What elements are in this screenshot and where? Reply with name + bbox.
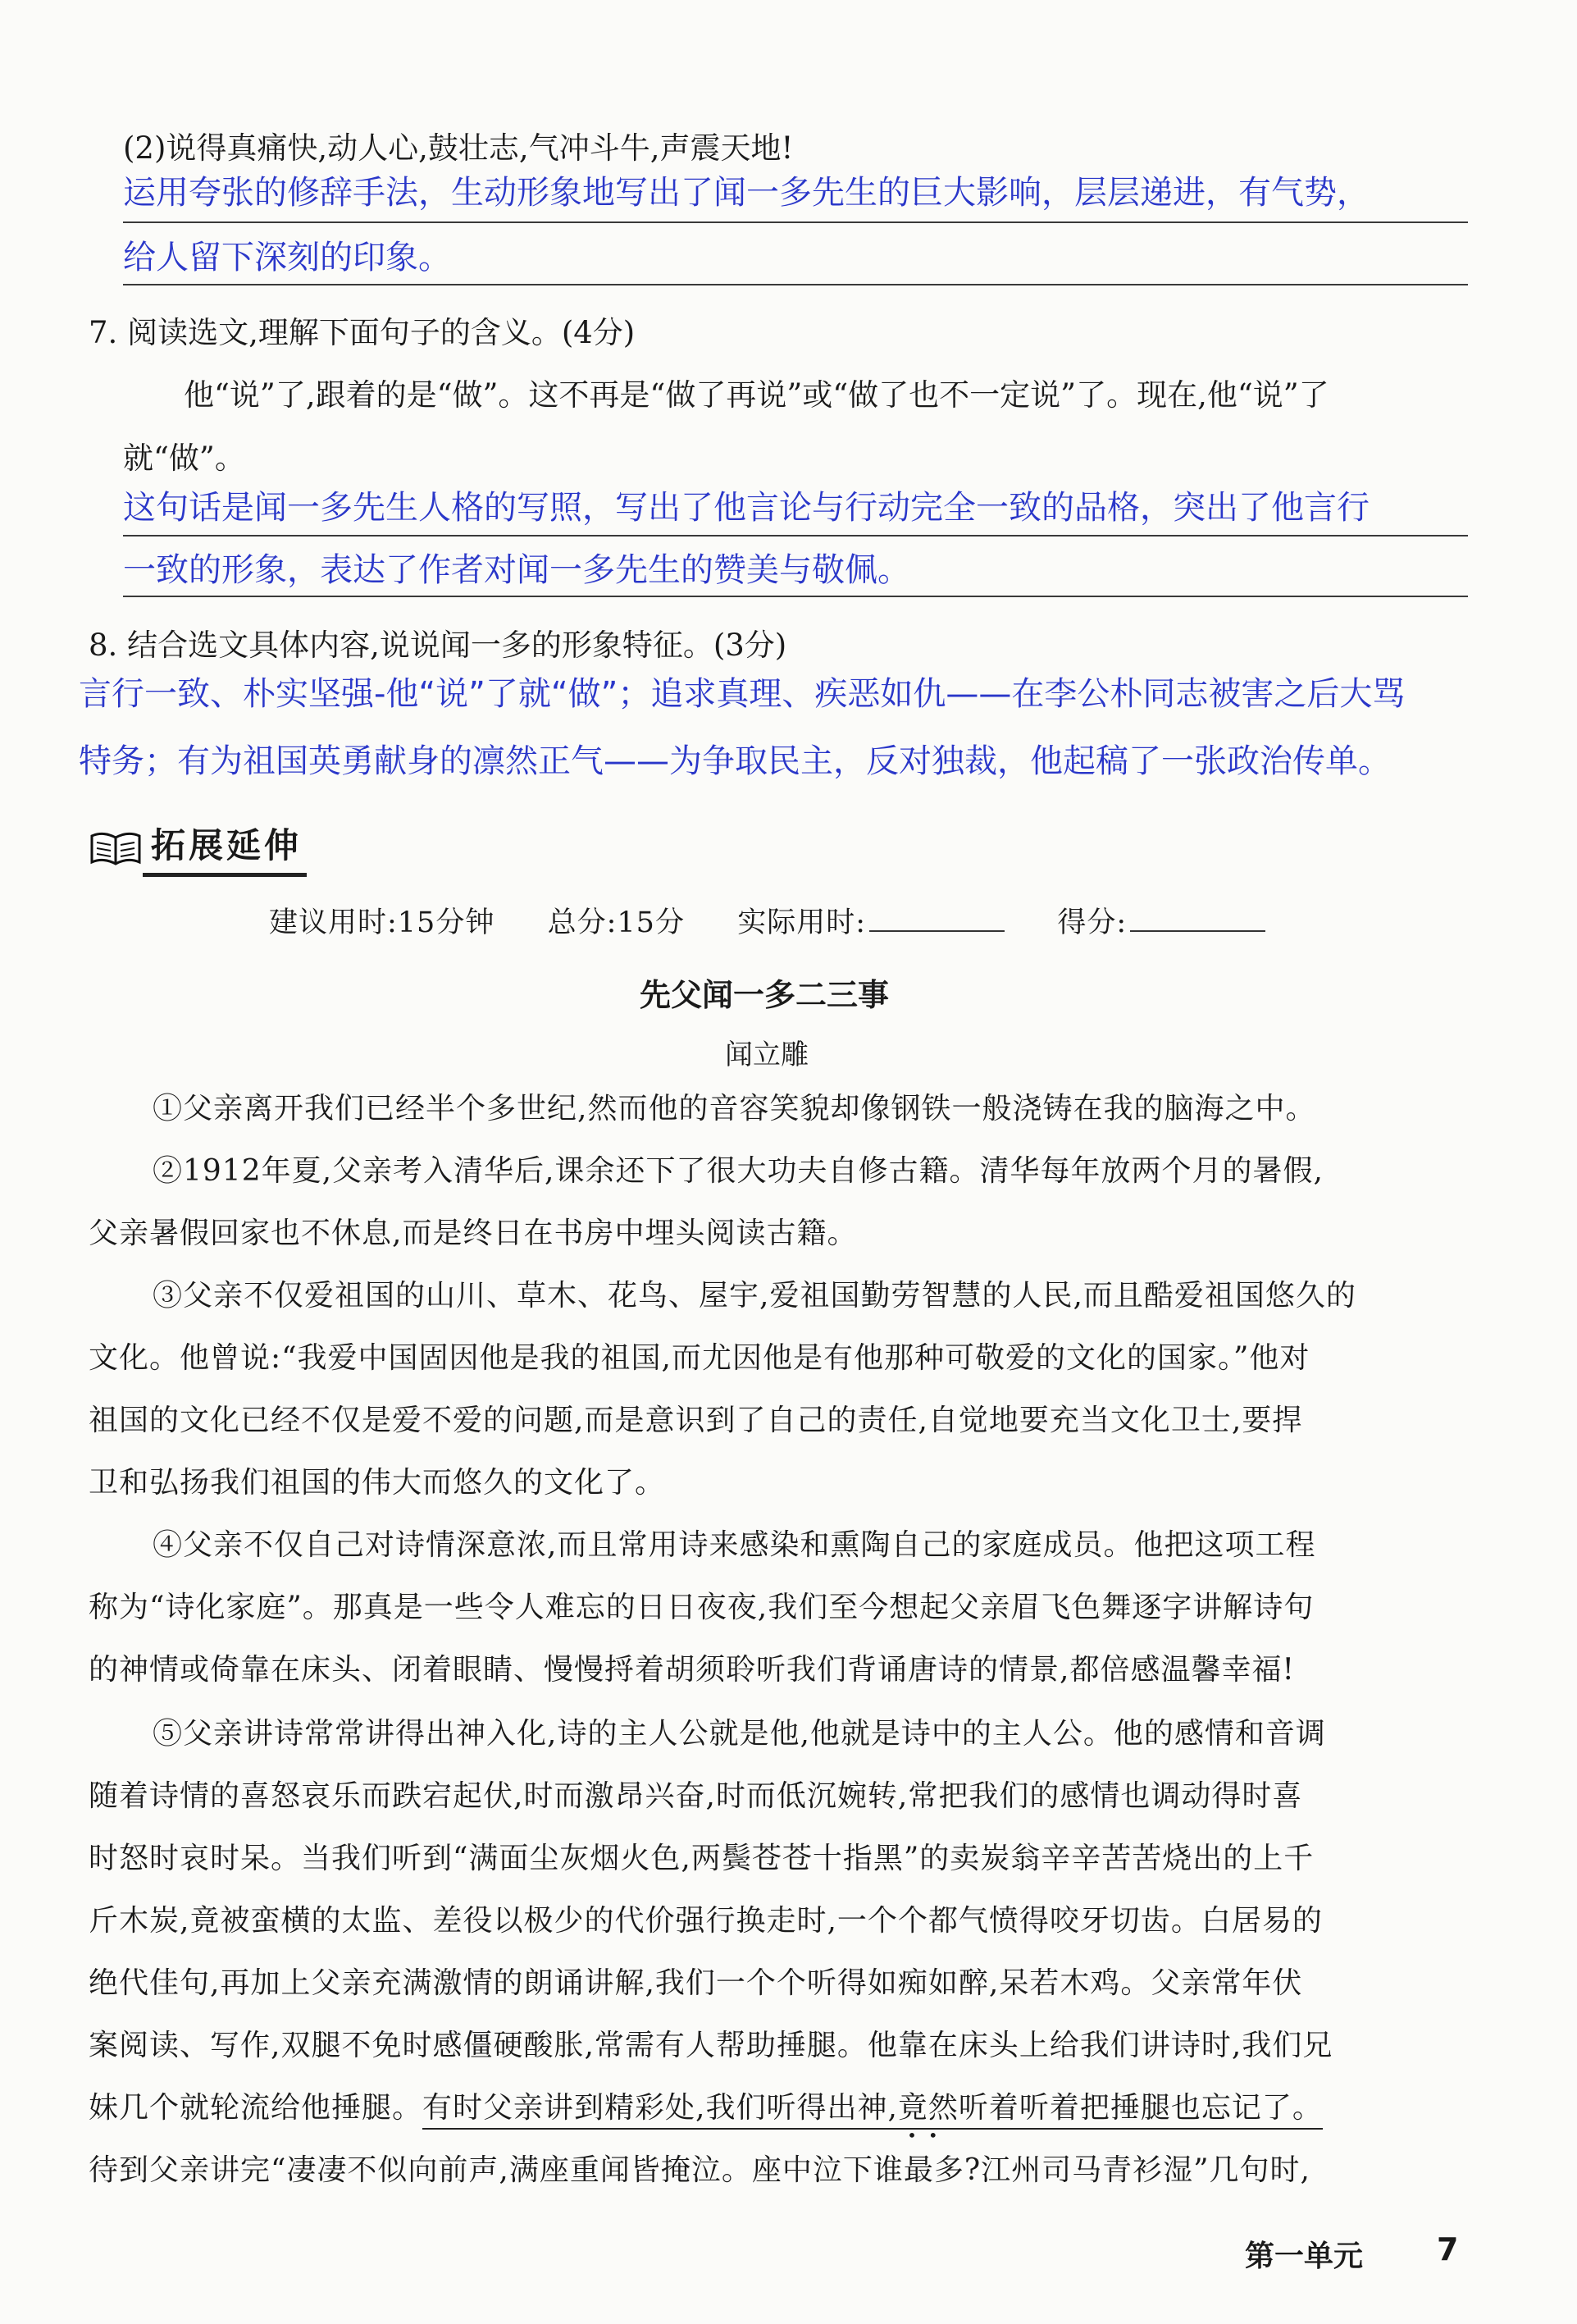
paragraph-line: 的神情或倚靠在床头、闭着眼睛、慢慢捋着胡须聆听我们背诵唐诗的情景,都倍感温馨幸福! [89,1653,1295,1687]
paragraph-line: 称为“诗化家庭”。那真是一些令人难忘的日日夜夜,我们至今想起父亲眉飞色舞逐字讲解诗句 [89,1591,1315,1624]
page-number: 7 [1437,2231,1459,2267]
q6-2-answer-line2: 给人留下深刻的印象。 [123,239,451,276]
paragraph-line: 随着诗情的喜怒哀乐而跌宕起伏,时而激昂兴奋,时而低沉婉转,常把我们的感情也调动得时喜 [89,1779,1303,1813]
emphasis-dots: •• [907,2125,950,2145]
underlined-part-a: 有时父亲讲到精彩处,我们听得出神, [422,2091,898,2125]
paragraph-line: 案阅读、写作,双腿不免时感僵硬酸胀,常需有人帮助捶腿。他靠在床头上给我们讲诗时,我们兄 [89,2029,1333,2062]
answer-rule [123,535,1468,536]
q8-answer-line2: 特务；有为祖国英勇献身的凛然正气——为争取民主，反对独裁，他起稿了一张政治传单。 [79,742,1391,780]
paragraph-line: 待到父亲讲完“凄凄不似向前声,满座重闻皆掩泣。座中泣下谁最多?江州司马青衫湿”几句时, [89,2153,1310,2187]
actual-time-label: 实际用时: [737,906,867,939]
paragraph-line: 绝代佳句,再加上父亲充满激情的朗诵讲解,我们一个个听得如痴如醉,呆若木鸡。父亲常年伏 [89,1966,1303,2000]
answer-rule [123,221,1468,223]
q7-quote-line2: 就“做”。 [123,441,245,476]
footer-unit: 第一单元 [1245,2240,1364,2273]
dotted-word: 竟然 [897,2091,959,2125]
suggested-time: 建议用时:15分钟 [269,906,495,939]
section-title: 拓展延伸 [143,819,307,877]
answer-rule [123,596,1468,597]
q8-title: 8. 结合选文具体内容,说说闻一多的形象特征。(3分) [89,628,787,663]
dotted-emphasis [897,2091,959,2145]
underlined-part-b: 听着听着把捶腿也忘记了。 [958,2091,1323,2125]
q7-answer-line2: 一致的形象，表达了作者对闻一多先生的赞美与敬佩。 [123,551,910,589]
q7-quote-line1: 他“说”了,跟着的是“做”。这不再是“做了再说”或“做了也不一定说”了。现在,他“说”了 [184,377,1329,413]
answer-rule [123,284,1468,285]
paragraph-line: ③父亲不仅爱祖国的山川、草木、花鸟、屋宇,爱祖国勤劳智慧的人民,而且酷爱祖国悠久的 [153,1279,1356,1313]
paragraph-line: 父亲暑假回家也不休息,而是终日在书房中埋头阅读古籍。 [89,1217,858,1250]
section-heading [89,819,307,877]
paragraph-line: ①父亲离开我们已经半个多世纪,然而他的音容笑貌却像钢铁一般浇铸在我的脑海之中。 [153,1092,1316,1125]
q6-2-question: (2)说得真痛快,动人心,鼓壮志,气冲斗牛,声震天地! [123,130,794,166]
article-author: 闻立雕 [725,1039,809,1071]
paragraph-line: ④父亲不仅自己对诗情深意浓,而且常用诗来感染和熏陶自己的家庭成员。他把这项工程 [153,1528,1316,1562]
line-plain-part: 妹几个就轮流给他捶腿。 [89,2091,423,2125]
score-label: 得分: [1057,906,1128,939]
paragraph-line: ⑤父亲讲诗常常讲得出神入化,诗的主人公就是他,他就是诗中的主人公。他的感情和音调 [153,1717,1326,1751]
paragraph-line: 斤木炭,竟被蛮横的太监、差役以极少的代价强行换走时,一个个都气愤得咬牙切齿。白居易的 [89,1904,1323,1938]
q7-title: 7. 阅读选文,理解下面句子的含义。(4分) [89,315,636,350]
paragraph-line: 时怒时哀时呆。当我们听到“满面尘灰烟火色,两鬓苍苍十指黑”的卖炭翁辛辛苦苦烧出的上千 [89,1842,1315,1875]
q7-answer-line1: 这句话是闻一多先生人格的写照，写出了他言论与行动完全一致的品格，突出了他言行 [123,489,1370,527]
paragraph-line: 卫和弘扬我们祖国的伟大而悠久的文化了。 [89,1466,666,1500]
underlined-sentence [422,2091,1323,2145]
q6-2-answer-line1: 运用夸张的修辞手法，生动形象地写出了闻一多先生的巨大影响，层层递进，有气势， [123,174,1370,212]
actual-time-blank [869,906,1005,932]
article-title: 先父闻一多二三事 [640,977,890,1013]
time-meta [269,906,1265,938]
score-blank [1130,906,1265,932]
paragraph-line-underlined [89,2091,1323,2145]
q8-answer-line1: 言行一致、朴实坚强-他“说”了就“做”；追求真理、疾恶如仇——在李公朴同志被害之后大骂 [79,675,1406,713]
paragraph-line: 祖国的文化已经不仅是爱不爱的问题,而是意识到了自己的责任,自觉地要充当文化卫士,要捍 [89,1404,1303,1437]
paragraph-line: 文化。他曾说:“我爱中国固因他是我的祖国,而尤因他是有他那种可敬爱的文化的国家。”他对 [89,1341,1310,1375]
paragraph-line: ②1912年夏,父亲考入清华后,课余还下了很大功夫自修古籍。清华每年放两个月的暑假, [153,1154,1324,1188]
open-book-icon [89,829,143,867]
total-score: 总分:15分 [547,906,685,939]
